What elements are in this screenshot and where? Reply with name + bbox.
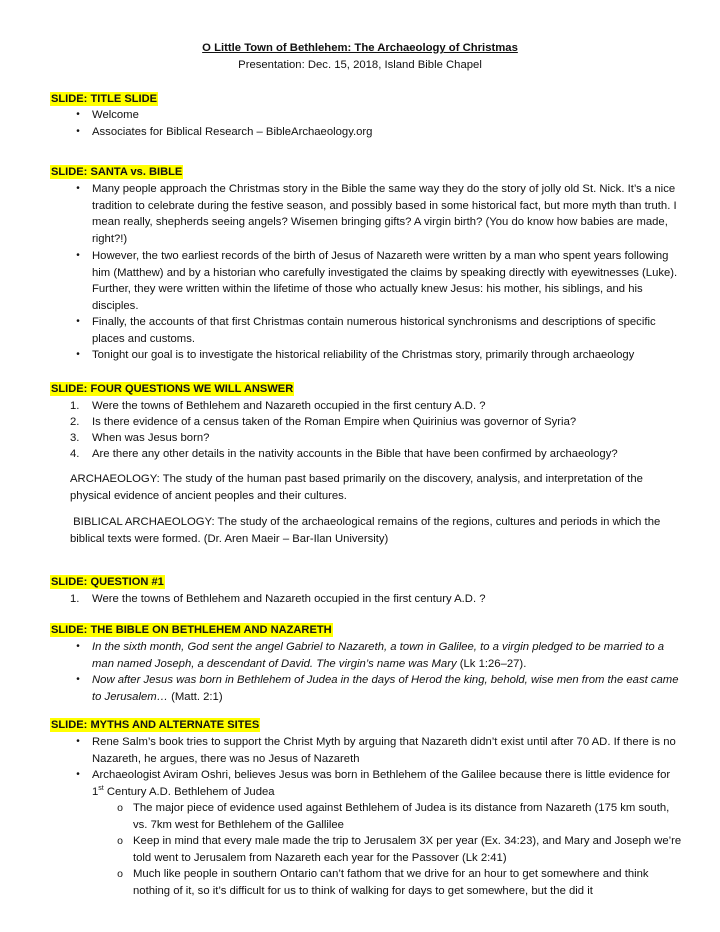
list-item: Many people approach the Christmas story in the Bible the same way they do the story of jolly old St. Nick. It’s a nice tradition to celebrate during the festive season, and possibly based in some historical fact, but more myth than truth. I mean really, shepherds seeing angels? Wisemen bringing gifts? A virgin birth? (You do know how babies are made, right?!) [92,183,677,245]
list-item: When was Jesus born? [92,432,210,444]
quote-text: Now after Jesus was born in Bethlehem of Judea in the days of Herod the king, behold, wise men from the east came to Jerusalem… [92,674,679,703]
list-item: Associates for Biblical Research – BibleArchaeology.org [92,126,373,138]
list-number: 3. [70,432,80,444]
list-item: Welcome [92,109,139,121]
list-item: However, the two earliest records of the birth of Jesus of Nazareth were written by a man who spent years following him (Matthew) and by a historian who carefully investigated the claims by speaking directly with eyewitnesses (Luke). Further, they were written within the lifetime of those who actually knew Jesus: his mother, his siblings, and his disciples. [92,250,678,312]
bullet-icon: • [76,769,80,780]
bullet-icon: • [76,641,80,652]
quote-reference: (Lk 1:26–27). [456,657,527,670]
list-item [92,767,682,800]
bullet-icon: • [76,183,80,194]
sub-list-item: Much like people in southern Ontario can’t fathom that we drive for an hour to get somewhere and think nothing of it, so it’s difficult for us to think of walking for days to get somewhere, but the did it [133,868,649,897]
list-number: 2. [70,416,80,428]
quote-text: In the sixth month, God sent the angel Gabriel to Nazareth, a town in Galilee, to a virgin pledged to be married to a man named Joseph, a descendant of David. The virgin’s name was Mary [92,641,665,670]
slide-heading-santa-vs-bible: SLIDE: SANTA vs. BIBLE [51,166,183,178]
list-item: Were the towns of Bethlehem and Nazareth occupied in the first century A.D. ? [92,593,486,605]
slide-heading-title-slide: SLIDE: TITLE SLIDE [51,93,158,105]
list-item: Tonight our goal is to investigate the historical reliability of the Christmas story, primarily through archaeology [92,349,635,361]
scripture-quote-matthew [92,672,682,705]
list-number: 4. [70,448,80,460]
bullet-icon: • [76,126,80,137]
sub-list-item: The major piece of evidence used against Bethlehem of Judea is its distance from Nazareth (175 km south, vs. 7km west for Bethlehem of the Gallilee [133,802,670,831]
quote-reference: (Matt. 2:1) [167,690,223,703]
item-text: Century A.D. Bethlehem of Judea [103,785,275,798]
bullet-icon: • [76,736,80,747]
bullet-icon: • [76,250,80,261]
sub-bullet-icon: o [117,868,123,880]
list-item: Are there any other details in the nativity accounts in the Bible that have been confirmed by archaeology? [92,448,618,460]
definition-biblical-archaeology: BIBLICAL ARCHAEOLOGY: The study of the archaeological remains of the regions, cultures and periods in which the biblical texts were formed. (Dr. Aren Maeir – Bar-Ilan University) [70,516,664,545]
document-subtitle: Presentation: Dec. 15, 2018, Island Bible Chapel [238,59,482,71]
definition-archaeology: ARCHAEOLOGY: The study of the human past based primarily on the discovery, analysis, and interpretation of the physical evidence of ancient peoples and their cultures. [70,473,643,502]
slide-heading-myths-alternate-sites: SLIDE: MYTHS AND ALTERNATE SITES [51,719,260,731]
sub-list-item: Keep in mind that every male made the trip to Jerusalem 3X per year (Ex. 34:23), and Mary and Joseph we’re told went to Jerusalem from Nazareth each year for the Passover (Lk 2:41) [133,835,682,864]
bullet-icon: • [76,109,80,120]
bullet-icon: • [76,316,80,327]
slide-heading-bible-on-bethlehem: SLIDE: THE BIBLE ON BETHLEHEM AND NAZARETH [51,624,332,636]
document-title: O Little Town of Bethlehem: The Archaeology of Christmas [202,42,518,54]
scripture-quote-luke [92,639,682,672]
list-number: 1. [70,400,80,412]
slide-heading-question-1: SLIDE: QUESTION #1 [51,576,164,588]
slide-heading-four-questions: SLIDE: FOUR QUESTIONS WE WILL ANSWER [51,383,294,395]
sub-bullet-icon: o [117,835,123,847]
bullet-icon: • [76,674,80,685]
list-item: Rene Salm’s book tries to support the Christ Myth by arguing that Nazareth didn’t exist until after 70 AD. If there is no Nazareth, he argues, there was no Jesus of Nazareth [92,736,676,765]
bullet-icon: • [76,349,80,360]
sub-bullet-icon: o [117,802,123,814]
item-text: Archaeologist Aviram Oshri, believes Jesus was born in Bethlehem of the Galilee because there is little evidence for 1 [92,769,671,798]
list-item: Finally, the accounts of that first Christmas contain numerous historical synchronisms and descriptions of specific places and customs. [92,316,656,345]
list-number: 1. [70,593,80,605]
list-item: Were the towns of Bethlehem and Nazareth occupied in the first century A.D. ? [92,400,486,412]
ordinal-suffix: st [98,784,104,792]
list-item: Is there evidence of a census taken of the Roman Empire when Quirinius was governor of Syria? [92,416,577,428]
